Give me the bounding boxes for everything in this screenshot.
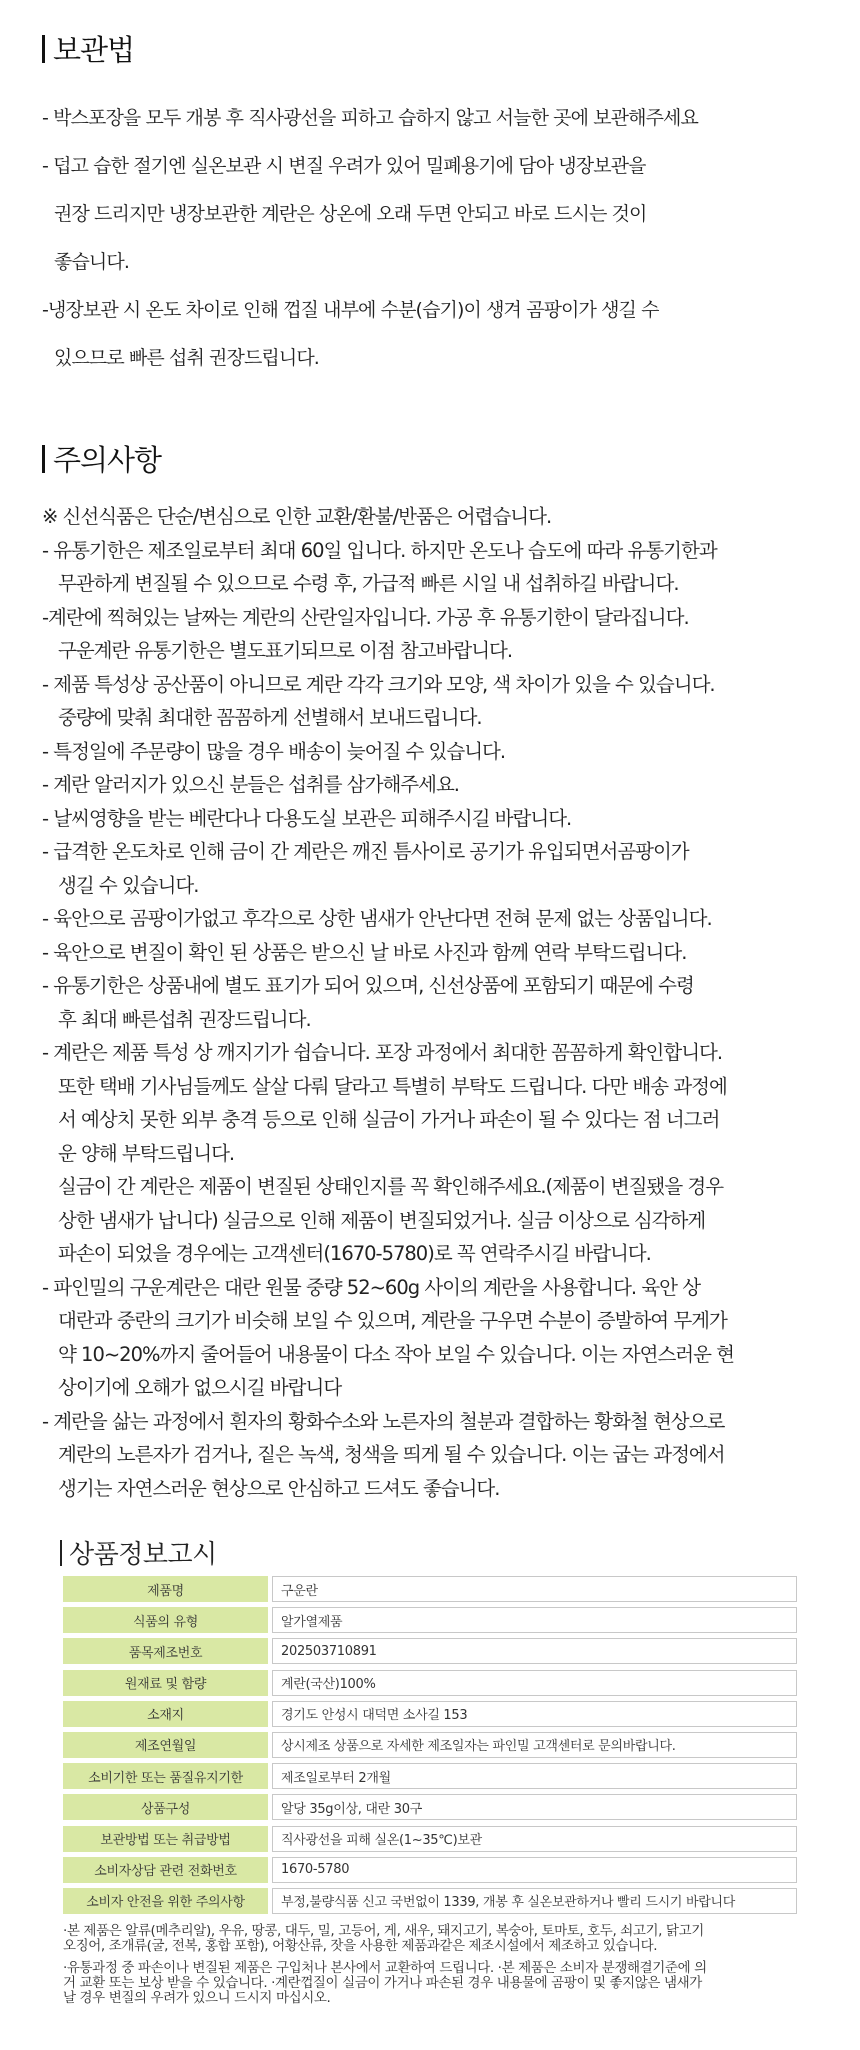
- info-row-value: 부정,불량식품 신고 국번없이 1339, 개봉 후 실온보관하거나 빨리 드시기 바랍니다: [272, 1888, 797, 1914]
- info-row-label: 소재지: [63, 1701, 268, 1727]
- footer-note-line: 날 경우 변질의 우려가 있으니 드시지 마십시오.: [63, 1990, 331, 2006]
- info-row-label: 품목제조번호: [63, 1638, 268, 1664]
- info-table-row: [63, 1794, 797, 1820]
- caution-line: 실금이 간 계란은 제품이 변질된 상태인지를 꼭 확인해주세요.(제품이 변질됐을 경우: [58, 1175, 724, 1198]
- info-row-value: 202503710891: [272, 1638, 797, 1664]
- caution-line: - 육안으로 곰팡이가없고 후각으로 상한 냄새가 안난다면 전혀 문제 없는 상품입니다.: [42, 907, 712, 930]
- info-table-row: [63, 1857, 797, 1883]
- caution-line: 상이기에 오해가 없으시길 바랍니다: [58, 1376, 342, 1399]
- storage-line: 권장 드리지만 냉장보관한 계란은 상온에 오래 두면 안되고 바로 드시는 것이: [54, 203, 647, 225]
- info-row-value: 계란(국산)100%: [272, 1670, 797, 1696]
- info-row-value: 알당 35g이상, 대란 30구: [272, 1794, 797, 1820]
- caution-line: - 육안으로 변질이 확인 된 상품은 받으신 날 바로 사진과 함께 연락 부탁드립니다.: [42, 940, 687, 964]
- info-row-label: 원재료 및 함량: [63, 1670, 268, 1696]
- info-row-value: 알가열제품: [272, 1607, 797, 1633]
- caution-line: 또한 택배 기사님들께도 살살 다뤄 달라고 특별히 부탁도 드립니다. 다만 배송 과정에: [58, 1074, 727, 1098]
- info-row-label: 보관방법 또는 취급방법: [63, 1826, 268, 1852]
- caution-line: - 계란은 제품 특성 상 깨지기가 쉽습니다. 포장 과정에서 최대한 꼼꼼하게 확인합니다.: [42, 1041, 723, 1064]
- footer-note: [63, 1924, 803, 1954]
- title-bar-marker: [60, 1540, 62, 1566]
- caution-list: [42, 500, 842, 1505]
- caution-line: 상한 냄새가 납니다) 실금으로 인해 제품이 변질되었거나. 실금 이상으로 심각하게: [58, 1208, 706, 1232]
- info-table-row: [63, 1638, 797, 1664]
- caution-line: - 파인밀의 구운계란은 대란 원물 중량 52~60g 사이의 계란을 사용합니다. 육안 상: [42, 1275, 701, 1299]
- product-info-table: [63, 1576, 797, 1919]
- footer-notes: [63, 1924, 803, 2013]
- product-info-title: [60, 1534, 217, 1571]
- caution-line: - 날씨영향을 받는 베란다나 다용도실 보관은 피해주시길 바랍니다.: [42, 806, 572, 830]
- caution-line: 무관하게 변질될 수 있으므로 수령 후, 가급적 빠른 시일 내 섭취하길 바랍니다.: [58, 572, 679, 595]
- storage-line: 좋습니다.: [54, 251, 129, 273]
- caution-line: 생기는 자연스러운 현상으로 안심하고 드셔도 좋습니다.: [58, 1476, 500, 1500]
- info-row-label: 제품명: [63, 1576, 268, 1602]
- footer-note: [63, 1961, 803, 2006]
- caution-line: 대란과 중란의 크기가 비슷해 보일 수 있으며, 계란을 구우면 수분이 증발하여 무게가: [58, 1309, 727, 1332]
- info-table-row: [63, 1576, 797, 1602]
- storage-section-title: [42, 28, 134, 69]
- caution-line: -계란에 찍혀있는 날짜는 계란의 산란일자입니다. 가공 후 유통기한이 달라집니다.: [42, 605, 689, 629]
- info-row-value: 제조일로부터 2개월: [272, 1763, 797, 1789]
- info-row-value: 경기도 안성시 대덕면 소사길 153: [272, 1701, 797, 1727]
- caution-line: 후 최대 빠른섭취 권장드립니다.: [58, 1007, 311, 1031]
- storage-instructions: [42, 106, 842, 394]
- storage-line: - 박스포장을 모두 개봉 후 직사광선을 피하고 습하지 않고 서늘한 곳에 보관해주세요: [42, 107, 698, 129]
- info-row-value: 1670-5780: [272, 1857, 797, 1883]
- caution-line: 약 10~20%까지 줄어들어 내용물이 다소 작아 보일 수 있습니다. 이는 자연스러운 현: [58, 1342, 734, 1366]
- info-table-row: [63, 1732, 797, 1758]
- info-row-label: 상품구성: [63, 1794, 268, 1820]
- footer-note-line: ·유통과정 중 파손이나 변질된 제품은 구입처나 본사에서 교환하여 드립니다. ·본 제품은 소비자 분쟁해결기준에 의: [63, 1960, 707, 1976]
- caution-line: 계란의 노른자가 검거나, 짙은 녹색, 청색을 띄게 될 수 있습니다. 이는 굽는 과정에서: [58, 1443, 725, 1466]
- caution-line: - 유통기한은 상품내에 별도 표기가 되어 있으며, 신선상품에 포함되기 때문에 수령: [42, 974, 694, 997]
- caution-line: - 유통기한은 제조일로부터 최대 60일 입니다. 하지만 온도나 습도에 따라 유통기한과: [42, 538, 717, 562]
- title-bar-marker: [42, 35, 45, 63]
- info-row-label: 식품의 유형: [63, 1607, 268, 1633]
- info-table-row: [63, 1888, 797, 1914]
- info-table-row: [63, 1763, 797, 1789]
- info-table-row: [63, 1701, 797, 1727]
- caution-line: - 제품 특성상 공산품이 아니므로 계란 각각 크기와 모양, 색 차이가 있을 수 있습니다.: [42, 672, 715, 696]
- caution-line: 파손이 되었을 경우에는 고객센터(1670-5780)로 꼭 연락주시길 바랍니다.: [58, 1242, 651, 1265]
- storage-line: -냉장보관 시 온도 차이로 인해 껍질 내부에 수분(습기)이 생겨 곰팡이가 생길 수: [42, 299, 659, 321]
- storage-title-text: 보관법: [53, 33, 135, 67]
- footer-note-line: 오징어, 조개류(굴, 전복, 홍합 포함), 어황산류, 잣을 사용한 제품과같은 제조시설에서 제조하고 있습니다.: [63, 1938, 658, 1954]
- caution-line: 서 예상치 못한 외부 충격 등으로 인해 실금이 가거나 파손이 될 수 있다는 점 너그러: [58, 1108, 720, 1131]
- info-row-value: 상시제조 상품으로 자세한 제조일자는 파인밀 고객센터로 문의바랍니다.: [272, 1732, 797, 1758]
- caution-line: 중량에 맞춰 최대한 꼼꼼하게 선별해서 보내드립니다.: [58, 706, 482, 729]
- caution-line: - 계란을 삶는 과정에서 흰자의 황화수소와 노른자의 철분과 결합하는 황화철 현상으로: [42, 1409, 725, 1433]
- storage-line: - 덥고 습한 절기엔 실온보관 시 변질 우려가 있어 밀폐용기에 담아 냉장보관을: [42, 155, 646, 177]
- info-table-row: [63, 1826, 797, 1852]
- info-table-row: [63, 1607, 797, 1633]
- info-row-value: 구운란: [272, 1576, 797, 1602]
- storage-line: 있으므로 빠른 섭취 권장드립니다.: [54, 347, 319, 369]
- caution-line: - 특정일에 주문량이 많을 경우 배송이 늦어질 수 있습니다.: [42, 739, 506, 763]
- product-info-title-text: 상품정보고시: [69, 1540, 217, 1570]
- caution-line: ※ 신선식품은 단순/변심으로 인한 교환/환불/반품은 어렵습니다.: [42, 505, 552, 528]
- info-row-label: 제조연월일: [63, 1732, 268, 1758]
- caution-title-text: 주의사항: [53, 443, 162, 477]
- caution-line: 운 양해 부탁드립니다.: [58, 1141, 235, 1165]
- info-row-value: 직사광선을 피해 실온(1~35℃)보관: [272, 1826, 797, 1852]
- info-row-label: 소비기한 또는 품질유지기한: [63, 1763, 268, 1789]
- caution-line: 구운계란 유통기한은 별도표기되므로 이점 참고바랍니다.: [58, 639, 513, 662]
- caution-line: - 계란 알러지가 있으신 분들은 섭취를 삼가해주세요.: [42, 773, 460, 796]
- caution-section-title: [42, 438, 161, 479]
- caution-line: - 급격한 온도차로 인해 금이 간 계란은 깨진 틈사이로 공기가 유입되면서곰팡이가: [42, 840, 689, 863]
- info-table-row: [63, 1670, 797, 1696]
- footer-note-line: ·본 제품은 알류(메추리알), 우유, 땅콩, 대두, 밀, 고등어, 게, 새우, 돼지고기, 복숭아, 토마토, 호두, 쇠고기, 닭고기: [63, 1923, 704, 1939]
- info-row-label: 소비자상담 관련 전화번호: [63, 1857, 268, 1883]
- caution-line: 생길 수 있습니다.: [58, 873, 199, 897]
- footer-note-line: 거 교환 또는 보상 받을 수 있습니다. ·계란껍질이 실금이 가거나 파손된 경우 내용물에 곰팡이 및 좋지않은 냄새가: [63, 1975, 702, 1991]
- title-bar-marker: [42, 445, 45, 473]
- info-row-label: 소비자 안전을 위한 주의사항: [63, 1888, 268, 1914]
